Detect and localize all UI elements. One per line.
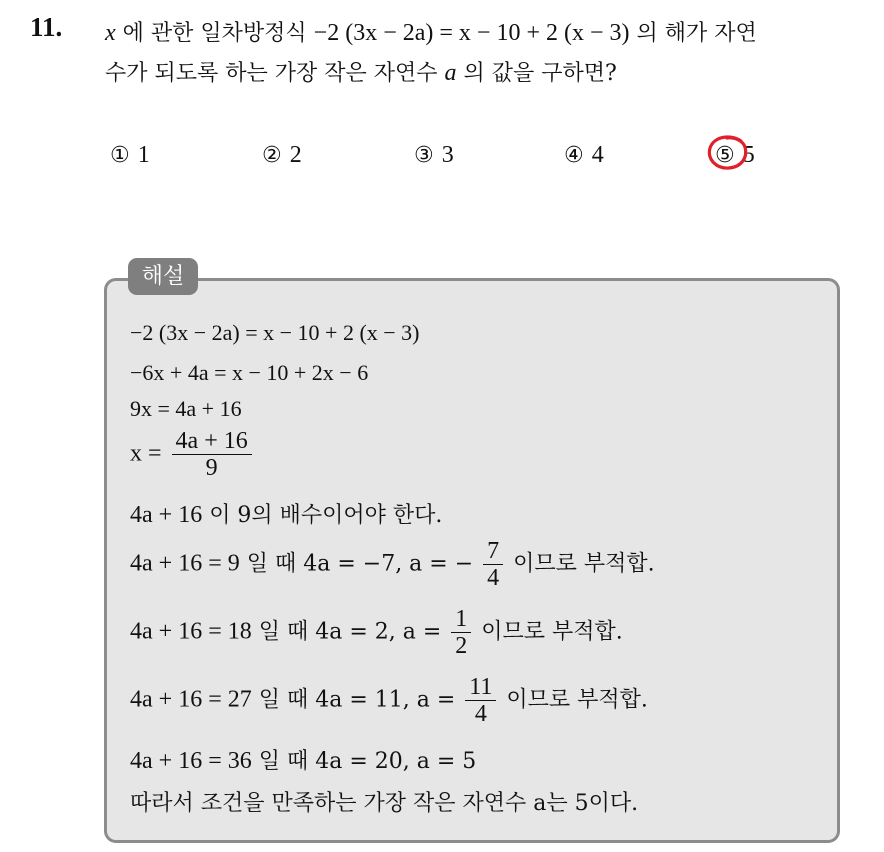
case-expr: 4a + 16 = 36 xyxy=(130,748,252,774)
solution-case-2 xyxy=(130,606,623,659)
choice-3[interactable] xyxy=(414,142,454,169)
step5-text: 이 9의 배수이어야 한다. xyxy=(209,503,443,528)
fraction-denominator: 4 xyxy=(474,701,487,727)
fraction xyxy=(483,538,503,591)
question-number: 11. xyxy=(30,12,63,42)
choice-value: 1 xyxy=(137,142,150,168)
choice-value: 3 xyxy=(441,142,454,168)
case-mid: 일 때 4a = 11, a = xyxy=(258,687,456,713)
case-end: 이므로 부적합. xyxy=(481,619,623,645)
variable-x: x xyxy=(105,20,116,46)
fraction xyxy=(465,674,496,727)
variable-a: a xyxy=(444,60,457,86)
solution-step-2: −6x + 4a = x − 10 + 2x − 6 xyxy=(130,360,369,385)
question-text-c: 수가 되도록 하는 가장 작은 자연수 xyxy=(105,61,438,86)
question-line-2 xyxy=(105,56,617,87)
choice-1[interactable] xyxy=(110,142,150,169)
case-expr: 4a + 16 = 18 xyxy=(130,618,252,645)
question-text-b: 의 해가 자연 xyxy=(636,21,757,46)
question-equation: −2 (3x − 2a) = x − 10 + 2 (x − 3) xyxy=(313,20,630,46)
solution-conclusion: 따라서 조건을 만족하는 가장 작은 자연수 a는 5이다. xyxy=(130,791,639,816)
fraction xyxy=(172,428,252,481)
solution-tag: 해설 xyxy=(128,258,198,295)
case-end: 이므로 부적합. xyxy=(506,687,648,713)
solution-step-4 xyxy=(130,428,255,481)
solution-step-1: −2 (3x − 2a) = x − 10 + 2 (x − 3) xyxy=(130,320,420,345)
choice-marker: ④ xyxy=(564,143,584,168)
choice-marker: ⑤ xyxy=(715,143,735,168)
case-mid: 일 때 4a = 20, a = 5 xyxy=(258,749,477,774)
fraction-numerator: 7 xyxy=(483,538,503,565)
choice-2[interactable] xyxy=(262,142,302,169)
choice-marker: ① xyxy=(110,143,130,168)
choice-4[interactable] xyxy=(564,142,604,169)
choice-marker: ② xyxy=(262,143,282,168)
question-text-d: 의 값을 구하면? xyxy=(463,61,617,86)
fraction-numerator: 11 xyxy=(465,674,496,701)
fraction-denominator: 4 xyxy=(487,565,500,591)
choice-value: 4 xyxy=(591,142,604,168)
case-mid: 일 때 4a = −7, a = − xyxy=(246,551,474,577)
question-line-1 xyxy=(105,16,757,47)
fraction xyxy=(451,606,471,659)
case-end: 이므로 부적합. xyxy=(513,551,655,577)
fraction-numerator: 1 xyxy=(451,606,471,633)
question-text-a: 에 관한 일차방정식 xyxy=(122,21,307,46)
choice-marker: ③ xyxy=(414,143,434,168)
answer-circle-mark-icon xyxy=(705,133,751,173)
fraction-numerator: 4a + 16 xyxy=(172,428,252,455)
solution-case-4 xyxy=(130,744,476,775)
solution-case-1 xyxy=(130,538,655,591)
step4-lhs: x = xyxy=(130,440,162,467)
solution-step-5 xyxy=(130,498,442,529)
solution-step-3: 9x = 4a + 16 xyxy=(130,396,242,421)
solution-case-3 xyxy=(130,674,648,727)
fraction-denominator: 9 xyxy=(205,455,218,481)
case-mid: 일 때 4a = 2, a = xyxy=(258,619,442,645)
case-expr: 4a + 16 = 27 xyxy=(130,686,252,713)
choice-value: 2 xyxy=(289,142,302,168)
choice-value: 5 xyxy=(742,142,755,168)
fraction-denominator: 2 xyxy=(455,633,468,659)
step5-expr: 4a + 16 xyxy=(130,502,203,528)
case-expr: 4a + 16 = 9 xyxy=(130,550,240,577)
